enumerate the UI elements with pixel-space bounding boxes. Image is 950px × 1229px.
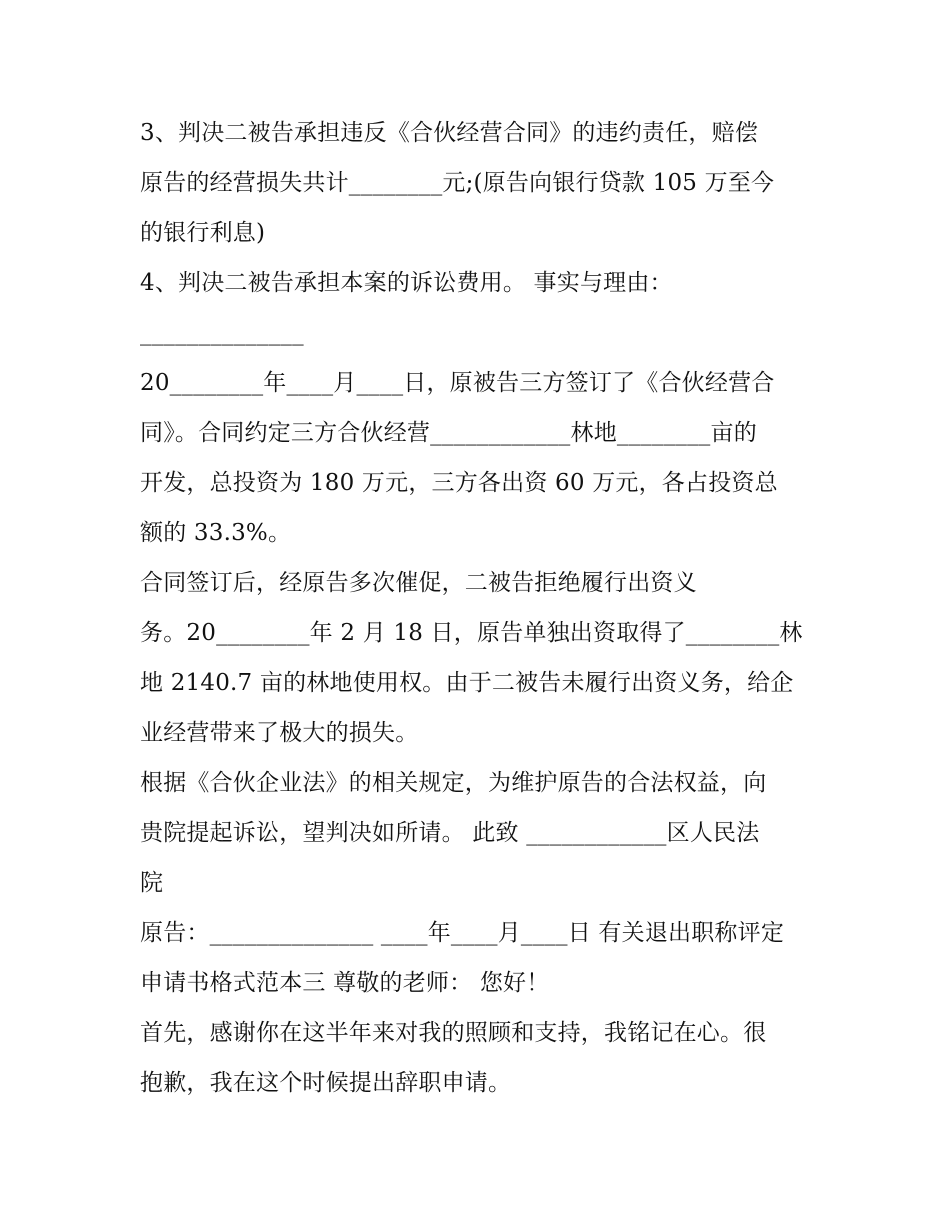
text-line: 地 2140.7 亩的林地使用权。由于二被告未履行出资义务，给企: [140, 670, 794, 696]
text-line: 额的 33.3%。: [140, 520, 292, 546]
text-line: 开发，总投资为 180 万元，三方各出资 60 万元，各占投资总: [140, 470, 778, 496]
text-line: 3、判决二被告承担违反《合伙经营合同》的违约责任，赔偿: [140, 120, 759, 146]
text-line: 根据《合伙企业法》的相关规定，为维护原告的合法权益，向: [140, 770, 767, 796]
text-line: 业经营带来了极大的损失。: [140, 720, 419, 746]
text-line: 申请书格式范本三 尊敬的老师： 您好！: [140, 970, 550, 996]
document-body: [140, 108, 820, 1108]
text-line: 首先，感谢你在这半年来对我的照顾和支持，我铭记在心。很: [140, 1020, 767, 1046]
text-line: 4、判决二被告承担本案的诉讼费用。 事实与理由：: [140, 270, 673, 296]
text-line: 20________年____月____日，原被告三方签订了《合伙经营合: [140, 370, 775, 396]
text-line: ______________: [140, 320, 304, 346]
text-line: 贵院提起诉讼，望判决如所请。 此致 ____________区人民法: [140, 820, 760, 846]
text-line: 的银行利息): [140, 220, 266, 246]
text-line: 原告的经营损失共计________元;(原告向银行贷款 105 万至今: [140, 170, 775, 196]
text-line: 合同签订后，经原告多次催促，二被告拒绝履行出资义: [140, 570, 697, 596]
text-line: 务。20________年 2 月 18 日，原告单独出资取得了________林: [140, 620, 803, 646]
text-line: 抱歉，我在这个时候提出辞职申请。: [140, 1070, 512, 1096]
text-line: 院: [140, 870, 164, 896]
text-line: 原告：______________ ____年____月____日 有关退出职称评定: [140, 920, 785, 946]
text-line: 同》。合同约定三方合伙经营____________林地________亩的: [140, 420, 757, 446]
